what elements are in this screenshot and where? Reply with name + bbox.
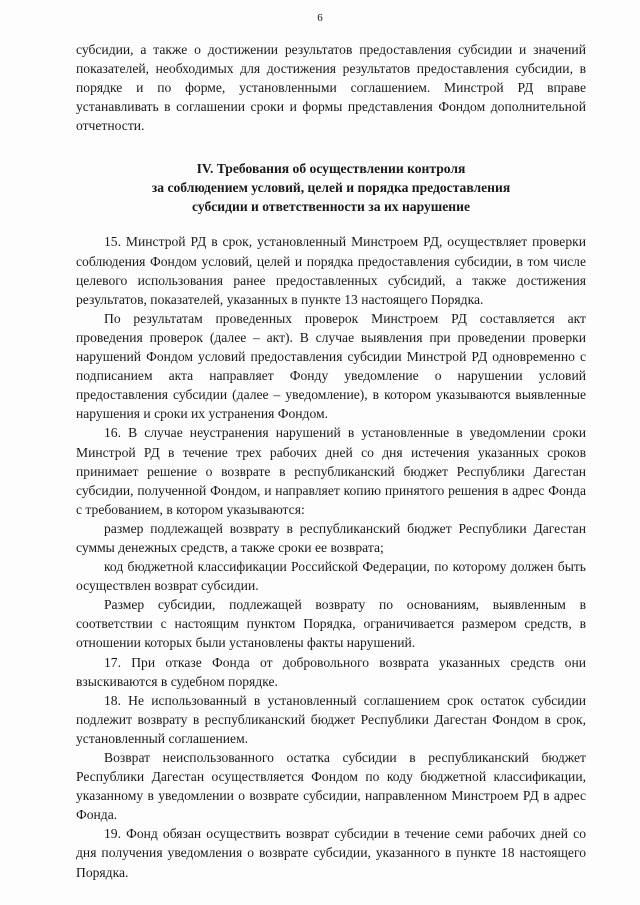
section-heading-line-2: за соблюдением условий, целей и порядка предоставления bbox=[151, 180, 511, 196]
paragraph-inspection-act: По результатам проведенных проверок Минстроем РД составляется акт проведения проверок (далее – акт). В случае выявления при проведении проверки нарушений Фондом условий предоставления субсидии Минстрой РД одновременно с подписанием акта направляет Фонду уведомление о нарушении условий предоставления субсидии (далее – уведомление), в котором указываются выявленные нарушения и сроки их устранения Фондом. bbox=[76, 310, 586, 422]
section-heading-line-1: IV. Требования об осуществлении контроля bbox=[196, 161, 466, 177]
paragraph-unused-balance: Возврат неиспользованного остатка субсидии в республиканский бюджет Республики Дагестан осуществляется Фондом по коду бюджетной классификации, указанному в уведомлении о возврате субсидии, направленном Минстроем РД в адрес Фонда. bbox=[76, 750, 586, 823]
intro-paragraph: субсидии, а также о достижении результатов предоставления субсидии и значений показателей, необходимых для достижения результатов предоставления субсидии, в порядке и по форме, установленными соглашением. Минстрой РД вправе устанавливать в соглашении сроки и формы представления Фондом дополнительной отчетности. bbox=[76, 42, 586, 134]
paragraph-subsidy-size: Размер субсидии, подлежащей возврату по основаниям, выявленным в соответствии с настоящим пунктом Порядка, ограничивается размером средств, в отношении которых были установлены факты нарушений. bbox=[76, 597, 586, 651]
paragraph-16: 16. В случае неустранения нарушений в установленные в уведомлении сроки Минстрой РД в течение трех рабочих дней со дня истечения указанных сроков принимает решение о возврате в республиканский бюджет Республики Дагестан субсидии, полученной Фондом, и направляет копию принятого решения в адрес Фонда с требованием, в котором указываются: bbox=[76, 425, 586, 517]
page-number: 6 bbox=[317, 12, 323, 24]
paragraph-17: 17. При отказе Фонда от добровольного возврата указанных средств они взыскиваются в судебном порядке. bbox=[76, 654, 586, 689]
paragraph-15: 15. Минстрой РД в срок, установленный Минстроем РД, осуществляет проверки соблюдения Фондом условий, целей и порядка предоставления субсидии, в том числе целевого использования ранее предоставленных субсидий, а также достижения результатов, показателей, указанных в пункте 13 настоящего Порядка. bbox=[76, 234, 586, 307]
section-heading-line-3: субсидии и ответственности за их нарушение bbox=[191, 199, 470, 215]
section-heading bbox=[76, 159, 586, 216]
paragraph-18: 18. Не использованный в установленный соглашением срок остаток субсидии подлежит возврату в республиканский бюджет Республики Дагестан Фондом в срок, установленный соглашением. bbox=[76, 692, 586, 746]
paragraph-budget-code: код бюджетной классификации Российской Федерации, по которому должен быть осуществлен возврат субсидии. bbox=[76, 559, 586, 594]
document-body bbox=[76, 40, 586, 882]
paragraph-19: 19. Фонд обязан осуществить возврат субсидии в течение семи рабочих дней со дня получения уведомления о возврате субсидии, указанного в пункте 18 настоящего Порядка. bbox=[76, 826, 586, 880]
paragraph-refund-amount: размер подлежащей возврату в республиканский бюджет Республики Дагестан суммы денежных средств, а также сроки ее возврата; bbox=[76, 520, 586, 555]
